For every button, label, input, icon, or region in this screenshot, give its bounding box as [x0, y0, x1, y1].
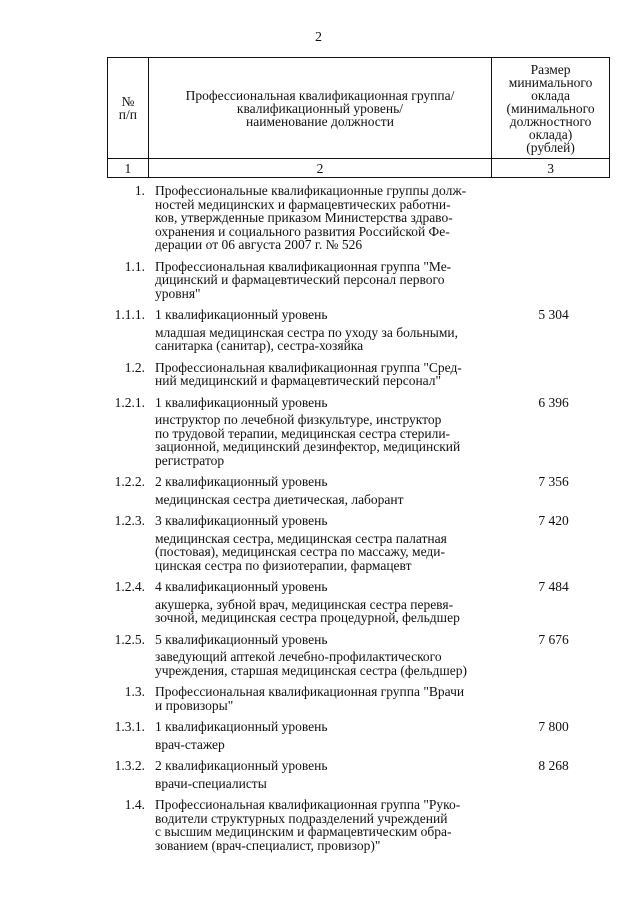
- row-number: 1.: [134, 183, 145, 198]
- position-names-line: заведующий аптекой лечебно-профилактического: [155, 649, 442, 664]
- position-names-line: инструктор по лечебной физкультуре, инструктор: [155, 412, 442, 427]
- row-number: 1.1.1.: [114, 307, 145, 322]
- row-title-line: Профессиональная квалификационная группа "Ме-: [155, 258, 452, 274]
- row-title-line: уровня": [155, 285, 201, 301]
- header-name-line2: квалификационный уровень/: [236, 100, 404, 116]
- position-names-line: регистратор: [155, 452, 225, 468]
- row-title: [155, 260, 497, 301]
- table-subrow: [107, 528, 610, 573]
- index-cell-1: 1: [108, 159, 149, 178]
- table-subrow: [107, 646, 610, 677]
- row-title: [155, 633, 497, 647]
- position-names: [155, 777, 497, 791]
- position-names-line: врач-стажер: [155, 736, 225, 752]
- row-title-line: ний медицинский и фармацевтический персонал": [155, 373, 442, 388]
- table-row: [107, 759, 610, 773]
- position-names: [155, 738, 497, 752]
- table-header-row: [108, 58, 610, 159]
- position-names: [155, 532, 497, 573]
- position-names-line: санитарка (санитар), сестра-хозяйка: [155, 338, 364, 353]
- row-title: [155, 396, 497, 410]
- table-row: [107, 798, 610, 852]
- row-title: [155, 308, 497, 322]
- row-salary: 7 800: [538, 719, 569, 734]
- row-salary: 5 304: [538, 307, 569, 322]
- row-number: 1.3.: [124, 684, 145, 699]
- row-title: [155, 720, 497, 734]
- row-salary: 7 676: [538, 631, 569, 647]
- row-title-line: охранения и социального развития Российской Фе-: [155, 223, 450, 239]
- row-title-line: 2 квалификационный уровень: [155, 758, 328, 773]
- header-name-cell: [148, 58, 491, 159]
- position-names: [155, 493, 497, 507]
- index-cell-3: 3: [492, 159, 610, 178]
- row-title-line: Профессиональные квалификационные группы долж-: [155, 183, 467, 198]
- row-title: [155, 514, 497, 528]
- table-subrow: [107, 489, 610, 507]
- index-cell-2: 2: [148, 159, 491, 178]
- row-number: 1.3.1.: [114, 719, 145, 734]
- row-title-line: 2 квалификационный уровень: [155, 474, 328, 489]
- table-header: [107, 57, 610, 178]
- row-number: 1.2.3.: [114, 513, 145, 528]
- header-num-line2: п/п: [118, 107, 137, 122]
- row-title-line: и провизоры": [155, 697, 234, 713]
- table-row: [107, 685, 610, 712]
- table-row: [107, 260, 610, 301]
- position-names-line: медицинская сестра, медицинская сестра палатная: [155, 530, 447, 546]
- table-body: [107, 184, 610, 852]
- table-row: [107, 308, 610, 322]
- header-salary-line: Размер: [530, 61, 571, 77]
- row-number: 1.2.4.: [114, 579, 145, 594]
- row-title: [155, 759, 497, 773]
- row-title: [155, 798, 497, 852]
- table-row: [107, 720, 610, 734]
- table-index-row: [108, 159, 610, 178]
- header-salary-line: минимального: [508, 74, 593, 90]
- row-title-line: Профессиональная квалификационная группа "Руко-: [155, 797, 461, 812]
- row-title: [155, 184, 497, 252]
- position-names-line: медицинская сестра диетическая, лаборант: [155, 491, 404, 507]
- row-salary: 6 396: [538, 394, 569, 410]
- row-number: 1.1.: [124, 258, 145, 274]
- header-num-cell: [108, 58, 149, 159]
- position-names-line: акушерка, зубной врач, медицинская сестра перевя-: [155, 596, 454, 612]
- table-row: [107, 361, 610, 388]
- row-number: 1.4.: [124, 797, 145, 812]
- row-title-line: 1 квалификационный уровень: [155, 719, 328, 734]
- position-names-line: учреждения, старшая медицинская сестра (фельдшер): [155, 662, 467, 678]
- header-salary-line: оклада): [528, 126, 573, 142]
- position-names-line: зационной, медицинский дезинфектор, медицинский: [155, 439, 461, 454]
- page-number: 2: [315, 30, 322, 45]
- row-number: 1.3.2.: [114, 758, 145, 773]
- row-title-line: водители структурных подразделений учреждений: [155, 810, 448, 826]
- table-row: [107, 633, 610, 647]
- position-names-line: врачи-специалисты: [155, 775, 267, 791]
- row-salary: 7 356: [538, 474, 569, 489]
- row-number: 1.2.: [124, 359, 145, 375]
- table-row: [107, 580, 610, 594]
- row-title: [155, 475, 497, 489]
- position-names-line: по трудовой терапии, медицинская сестра стерили-: [155, 425, 451, 441]
- position-names-line: цинская сестра по физиотерапии, фармацевт: [155, 557, 412, 573]
- row-title-line: дерации от 06 августа 2007 г. № 526: [155, 237, 363, 252]
- row-title: [155, 685, 497, 712]
- row-title-line: дицинский и фармацевтический персонал первого: [155, 272, 445, 287]
- header-name-line3: наименование должности: [246, 113, 394, 129]
- table-subrow: [107, 594, 610, 625]
- table-subrow: [107, 734, 610, 752]
- row-title-line: зованием (врач-специалист, провизор)": [155, 837, 381, 853]
- header-salary-line: должностного: [509, 113, 592, 129]
- row-title-line: 5 квалификационный уровень: [155, 631, 328, 647]
- row-title: [155, 580, 497, 594]
- header-salary-line: (минимального: [506, 100, 595, 116]
- row-title-line: с высшим медицинским и фармацевтическим обра-: [155, 824, 452, 839]
- row-number: 1.2.5.: [114, 631, 145, 647]
- header-name-line1: Профессиональная квалификационная группа/: [185, 87, 455, 103]
- table-row: [107, 475, 610, 489]
- row-title-line: Профессиональная квалификационная группа "Врачи: [155, 684, 465, 699]
- header-salary-line: (рублей): [526, 139, 575, 155]
- row-title-line: 4 квалификационный уровень: [155, 579, 328, 594]
- row-number: 1.2.1.: [114, 394, 145, 410]
- position-names-line: младшая медицинская сестра по уходу за больными,: [155, 324, 458, 340]
- table-subrow: [107, 409, 610, 467]
- table-row: [107, 514, 610, 528]
- position-names: [155, 598, 497, 625]
- table-row: [107, 184, 610, 252]
- row-salary: 7 420: [538, 513, 569, 528]
- header-salary-line: оклада: [531, 87, 571, 103]
- position-names-line: (постовая), медицинская сестра по массажу, меди-: [155, 544, 445, 559]
- position-names: [155, 650, 497, 677]
- row-title-line: 1 квалификационный уровень: [155, 394, 328, 410]
- table-subrow: [107, 773, 610, 791]
- table-subrow: [107, 322, 610, 353]
- row-title-line: ков, утвержденные приказом Министерства здраво-: [155, 210, 453, 225]
- row-salary: 7 484: [538, 579, 569, 594]
- row-title: [155, 361, 497, 388]
- position-names-line: зочной, медицинская сестра процедурной, фельдшер: [155, 610, 460, 625]
- position-names: [155, 326, 497, 353]
- row-title-line: 1 квалификационный уровень: [155, 307, 328, 322]
- header-salary-cell: [492, 58, 610, 159]
- row-title-line: 3 квалификационный уровень: [155, 513, 328, 528]
- table-row: [107, 396, 610, 410]
- position-names: [155, 413, 497, 467]
- header-num-line1: №: [121, 94, 135, 109]
- row-title-line: Профессиональная квалификационная группа "Сред-: [155, 359, 462, 375]
- row-number: 1.2.2.: [114, 474, 145, 489]
- row-title-line: ностей медицинских и фармацевтических работни-: [155, 196, 451, 212]
- row-salary: 8 268: [538, 758, 569, 773]
